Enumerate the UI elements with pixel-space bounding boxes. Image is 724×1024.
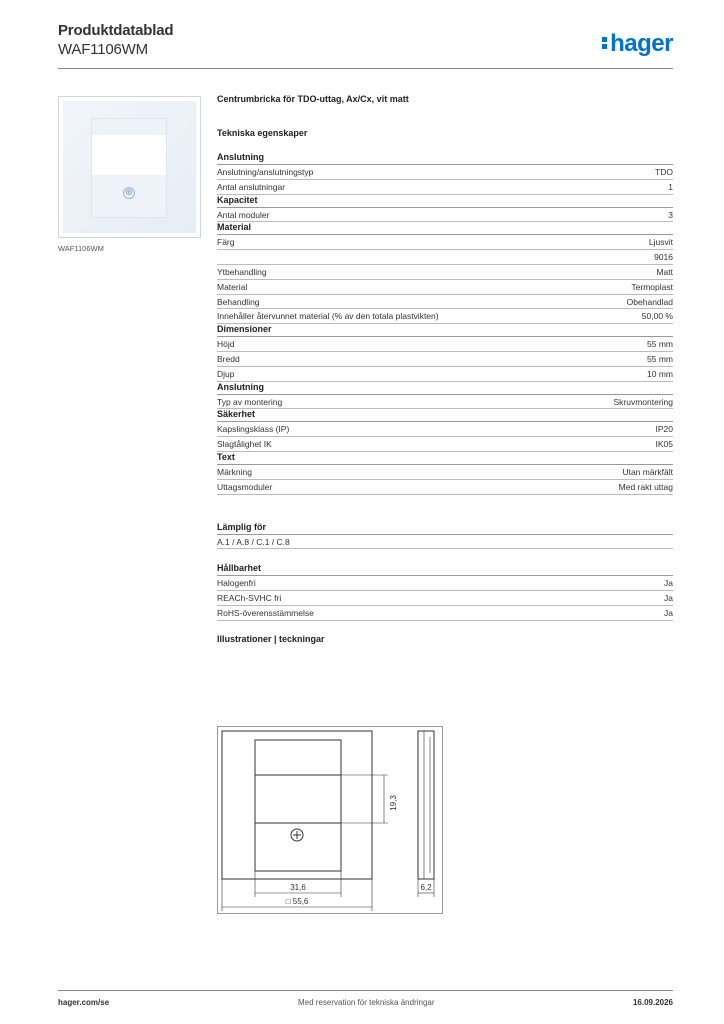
header-divider <box>58 68 673 69</box>
spec-group-title: Säkerhet <box>217 409 673 422</box>
spec-group-title: Text <box>217 452 673 465</box>
drawings-title: Illustrationer | teckningar <box>217 633 325 644</box>
spec-label: Bredd <box>217 353 240 364</box>
specifications <box>217 94 673 647</box>
spec-row <box>217 280 673 295</box>
spec-value: Obehandlad <box>626 296 673 307</box>
spec-row <box>217 295 673 310</box>
spec-label: Halogenfri <box>217 578 256 589</box>
spec-value: IP20 <box>655 424 673 435</box>
logo-colon-icon <box>602 35 608 51</box>
page-header <box>58 22 673 70</box>
spec-group-title: Anslutning <box>217 382 673 395</box>
product-code: WAF1106WM <box>58 41 148 58</box>
suitable-title: Lämplig för <box>217 522 673 535</box>
spec-group-title: Material <box>217 222 673 235</box>
inner-width-dimension-label: 31,6 <box>290 883 306 892</box>
spec-label: Antal moduler <box>217 209 270 220</box>
product-image <box>58 96 201 238</box>
footer-website-link[interactable]: hager.com/se <box>58 998 110 1007</box>
spec-label: REACh-SVHC fri <box>217 593 282 604</box>
spec-label: Färg <box>217 237 235 248</box>
spec-label: Anslutning/anslutningstyp <box>217 167 314 177</box>
sustainability-title: Hållbarhet <box>217 563 673 576</box>
spec-group-title: Anslutning <box>217 152 673 165</box>
image-caption: WAF1106WM <box>58 244 104 253</box>
outer-width-dimension-label: □ 55,6 <box>285 897 309 906</box>
spec-row <box>217 235 673 250</box>
spec-row <box>217 208 673 223</box>
spec-row <box>217 465 673 480</box>
footer-disclaimer: Med reservation för tekniska ändringar <box>298 998 435 1007</box>
spec-row <box>217 352 673 367</box>
spec-value: Ljusvit <box>648 237 673 248</box>
screw-icon: ⊕ <box>124 187 134 198</box>
spec-row <box>217 535 673 550</box>
spec-label: Slagtålighet IK <box>217 439 272 450</box>
spec-value: IK05 <box>655 439 673 450</box>
spec-row <box>217 606 673 621</box>
spec-value: 1 <box>668 181 673 192</box>
spec-label: Höjd <box>217 339 235 350</box>
spec-value: 10 mm <box>647 368 673 379</box>
spec-value: Med rakt uttag <box>618 481 673 492</box>
spec-group <box>217 222 673 324</box>
spec-label: RoHS-överensstämmelse <box>217 607 314 618</box>
spec-value: Ja <box>664 607 673 618</box>
spec-group-title: Kapacitet <box>217 195 673 208</box>
spec-group <box>217 409 673 452</box>
spec-row <box>217 265 673 280</box>
spec-group <box>217 324 673 381</box>
spec-value: Utan märkfält <box>622 466 673 477</box>
suitable-rows <box>217 535 673 550</box>
spec-label: Djup <box>217 368 235 379</box>
spec-label: Antal anslutningar <box>217 181 286 192</box>
inner-plate <box>255 740 341 871</box>
spec-value: 3 <box>668 209 673 220</box>
sustainability-rows <box>217 576 673 620</box>
spec-row <box>217 165 673 180</box>
spec-row <box>217 337 673 352</box>
spec-row <box>217 395 673 410</box>
section-title: Tekniska egenskaper <box>217 128 308 138</box>
spec-label: Behandling <box>217 296 260 307</box>
technical-drawing <box>217 726 443 914</box>
spec-value: 9016 <box>654 252 673 263</box>
footer-date: 16.09.2026 <box>632 998 673 1007</box>
hager-logo <box>602 30 673 58</box>
spec-value: Termoplast <box>631 281 673 292</box>
spec-value: 55 mm <box>647 353 673 364</box>
spec-value: Ja <box>664 593 673 604</box>
depth-dimension-label: 6,2 <box>420 883 432 892</box>
spec-row <box>217 591 673 606</box>
spec-value: Ja <box>664 578 673 589</box>
product-name: Centrumbricka för TDO-uttag, Ax/Cx, vit matt <box>217 94 409 104</box>
spec-label: Typ av montering <box>217 396 283 407</box>
spec-group <box>217 195 673 223</box>
cover-plate-illustration <box>91 118 167 218</box>
spec-group <box>217 152 673 195</box>
spec-row <box>217 180 673 195</box>
logo-text: hager <box>610 30 673 57</box>
spec-row <box>217 367 673 382</box>
footer-divider <box>58 990 673 991</box>
spec-groups <box>217 152 673 495</box>
spec-value: TDO <box>655 167 673 177</box>
document-title: Produktdatablad <box>58 22 174 39</box>
spec-group <box>217 382 673 410</box>
spec-label: Kapslingsklass (IP) <box>217 424 290 435</box>
spec-row <box>217 437 673 452</box>
spec-row <box>217 309 673 324</box>
spec-value: Matt <box>656 266 673 277</box>
spec-value: 55 mm <box>647 339 673 350</box>
spec-row <box>217 422 673 437</box>
spec-label: Innehåller återvunnet material (% av den totala plastvikten) <box>217 311 439 322</box>
spec-value: Skruvmontering <box>613 396 673 407</box>
spec-row <box>217 250 673 265</box>
outer-frame <box>222 731 372 879</box>
spec-label: Märkning <box>217 466 252 477</box>
spec-label: Uttagsmoduler <box>217 481 273 492</box>
spec-label: A.1 / A.8 / C.1 / C.8 <box>217 536 290 547</box>
height-dimension-label: 19,3 <box>389 795 398 811</box>
spec-row <box>217 480 673 495</box>
spec-group-title: Dimensioner <box>217 324 673 337</box>
spec-group <box>217 452 673 495</box>
spec-value: 50,00 % <box>641 311 673 322</box>
spec-row <box>217 576 673 591</box>
side-view <box>418 731 434 879</box>
spec-label: Material <box>217 281 248 292</box>
technical-drawing-svg <box>218 727 444 915</box>
spec-label: Ytbehandling <box>217 266 267 277</box>
